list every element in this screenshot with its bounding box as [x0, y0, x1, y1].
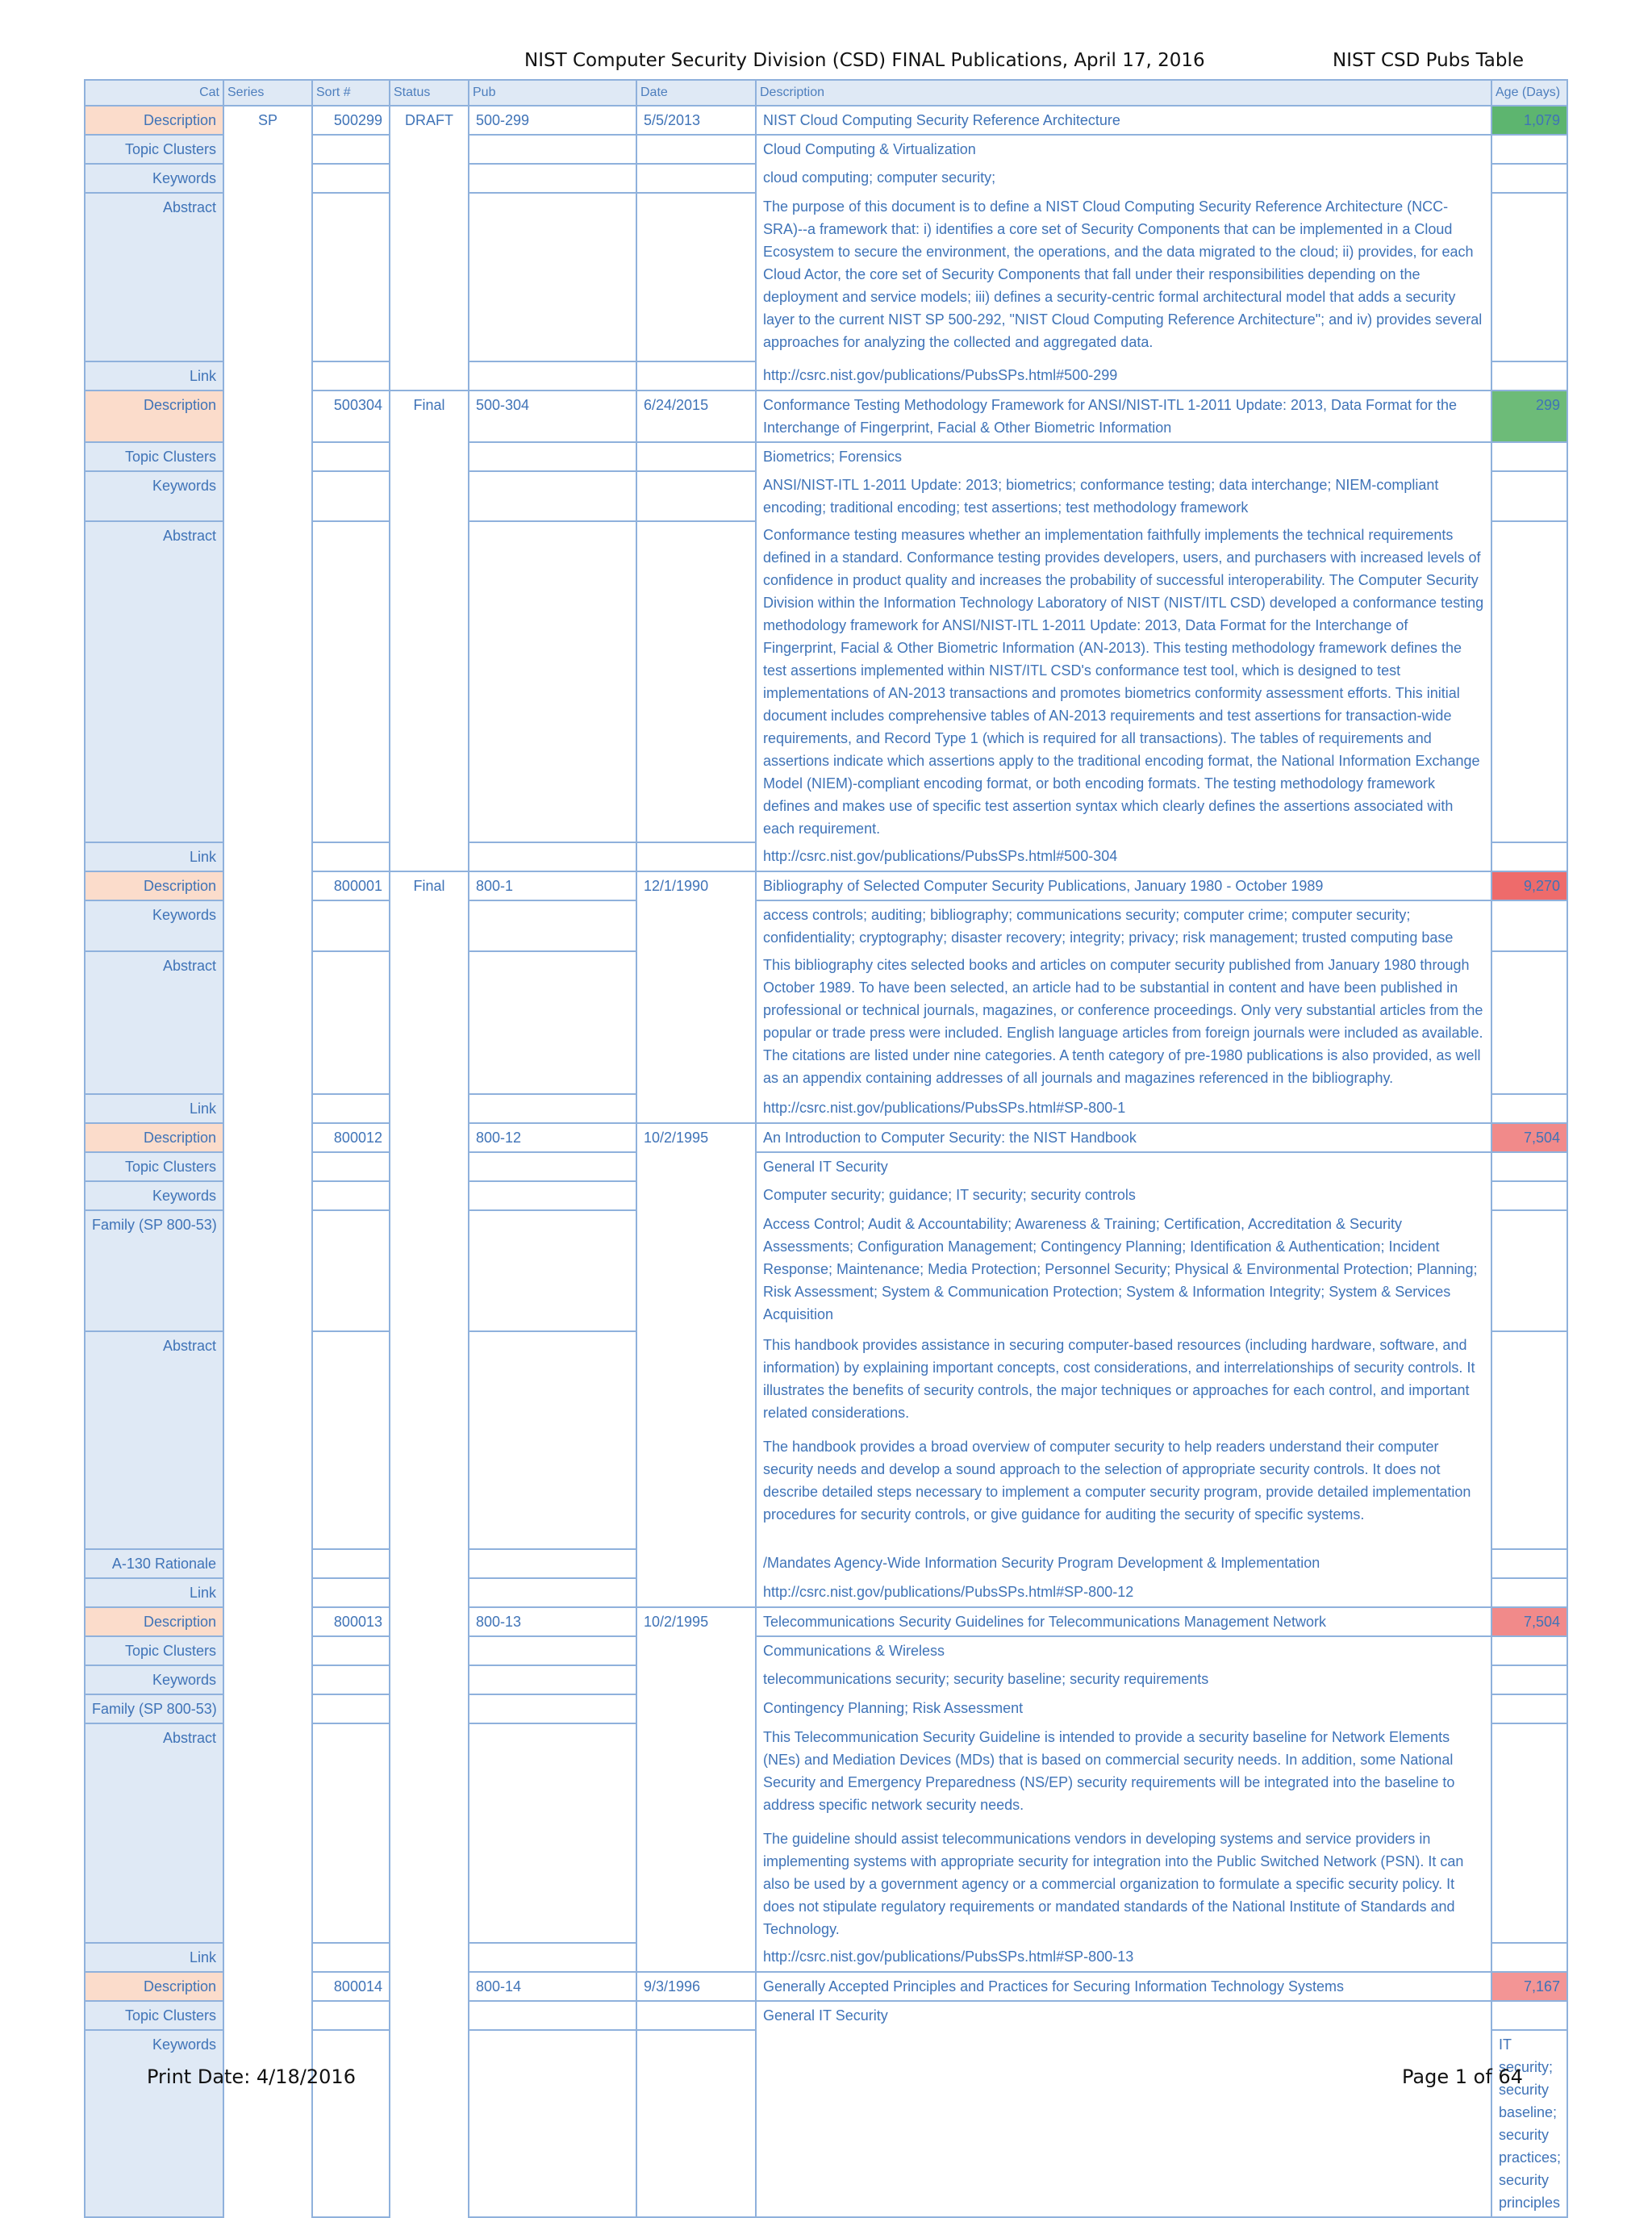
publication-link[interactable]: http://csrc.nist.gov/publications/PubsSPs.html#SP-800-13 [756, 1943, 1491, 1972]
column-header-date[interactable]: Date [636, 80, 756, 106]
abstract-cell: The purpose of this document is to define a NIST Cloud Computing Security Reference Architecture (NCC-SRA)--a framework that: i) identifies a core set of Security Components that can be implemented in a Cloud Ecosystem to secure the environment, the operations, and the data migrated to the cloud; ii) provides, for each Cloud Actor, the core set of Security Components that fall under their responsibilities depending on the deployment and service models; iii) defines a security-centric formal architectural model that adds a security layer to the current NIST SP 500-292, "NIST Cloud Computing Reference Architecture"; and iv) provides several approaches for analyzing the collected and aggregated data. [756, 193, 1491, 361]
cat-label: Abstract [85, 951, 223, 1094]
family-cell: Contingency Planning; Risk Assessment [756, 1694, 1491, 1723]
publications-table [84, 79, 1568, 2218]
column-header-series[interactable]: Series [223, 80, 312, 106]
column-header-age[interactable]: Age (Days) [1491, 80, 1567, 106]
cat-label: Abstract [85, 193, 223, 361]
cat-label: Keywords [85, 164, 223, 193]
sort-number-cell: 800013 [312, 1607, 390, 1636]
sort-number-cell: 800012 [312, 1123, 390, 1152]
abstract-cell [756, 1331, 1491, 1549]
keywords-cell: Computer security; guidance; IT security; security controls [756, 1181, 1491, 1210]
date-cell: 9/3/1996 [636, 1972, 756, 2001]
cat-label: Keywords [85, 900, 223, 951]
cat-label: Abstract [85, 521, 223, 842]
abstract-paragraph: The handbook provides a broad overview of computer security to help readers understand their computer security needs and develop a sound approach to the selection of appropriate security controls. It does not describe detailed steps necessary to implement a computer security program, provide detailed implementation procedures for security controls, or give guidance for auditing the security of specific systems. [763, 1439, 1471, 1523]
description-cell: Bibliography of Selected Computer Security Publications, January 1980 - October 1989 [756, 871, 1491, 900]
date-cell: 5/5/2013 [636, 106, 756, 135]
topic-clusters-cell: General IT Security [756, 1152, 1491, 1181]
page-title: NIST Computer Security Division (CSD) FINAL Publications, April 17, 2016 [524, 50, 1205, 71]
pub-cell: 800-1 [469, 871, 636, 900]
topic-clusters-cell: Communications & Wireless [756, 1636, 1491, 1665]
keywords-cell: access controls; auditing; bibliography; communications security; computer crime; computer security; confidentiality; cryptography; disaster recovery; integrity; privacy; risk management; trusted computing base [756, 900, 1491, 951]
publication-link[interactable]: http://csrc.nist.gov/publications/PubsSPs.html#500-304 [756, 842, 1491, 871]
status-cell: DRAFT [390, 106, 469, 391]
publication-link[interactable]: http://csrc.nist.gov/publications/PubsSPs.html#500-299 [756, 361, 1491, 391]
cat-label: Topic Clusters [85, 2001, 223, 2030]
cat-label: Link [85, 842, 223, 871]
keywords-cell: IT security; security baseline; security practices; security principles [1491, 2030, 1567, 2217]
age-cell: 1,079 [1491, 106, 1567, 135]
keywords-cell: cloud computing; computer security; [756, 164, 1491, 193]
cat-label: Link [85, 1943, 223, 1972]
date-cell: 12/1/1990 [636, 871, 756, 1123]
abstract-paragraph: The guideline should assist telecommunications vendors in developing systems and service providers in implementing systems with appropriate security for integration into the Public Switched Network (PSN). It can also be used by a government agency or a commercial organization to formulate a specific security policy. It does not stipulate regulatory requirements or mandated standards of the National Institute of Standards and Technology. [763, 1831, 1464, 1937]
cat-label: Topic Clusters [85, 135, 223, 164]
column-header-pub[interactable]: Pub [469, 80, 636, 106]
age-cell: 7,167 [1491, 1972, 1567, 2001]
pub-cell: 800-13 [469, 1607, 636, 1636]
date-cell: 10/2/1995 [636, 1123, 756, 1607]
sort-number-cell: 800014 [312, 1972, 390, 2001]
cat-label: Topic Clusters [85, 442, 223, 471]
publication-link[interactable]: http://csrc.nist.gov/publications/PubsSPs.html#SP-800-12 [756, 1578, 1491, 1607]
keywords-cell: telecommunications security; security baseline; security requirements [756, 1665, 1491, 1694]
column-header-description[interactable]: Description [756, 80, 1491, 106]
age-cell: 299 [1491, 391, 1567, 442]
abstract-cell: This bibliography cites selected books and articles on computer security published from January 1980 through October 1989. To have been selected, an article had to be substantial in content and have been published in professional or technical journals, magazines, or conference proceedings. Only very substantial articles from the popular or trade press were included. English language articles from foreign journals were included as available. The citations are listed under nine categories. A tenth category of pre-1980 publications is also provided, as well as an appendix containing addresses of all journals and magazines referenced in the bibliography. [756, 951, 1491, 1094]
table-name: NIST CSD Pubs Table [1333, 50, 1525, 71]
table-row [85, 106, 1567, 135]
date-cell: 6/24/2015 [636, 391, 756, 442]
column-header-status[interactable]: Status [390, 80, 469, 106]
cat-label: Topic Clusters [85, 1152, 223, 1181]
cat-label: Abstract [85, 1331, 223, 1549]
pub-cell: 500-304 [469, 391, 636, 442]
cat-label: Description [85, 391, 223, 442]
column-header-cat[interactable]: Cat [85, 80, 223, 106]
abstract-paragraph: This Telecommunication Security Guideline is intended to provide a security baseline for Network Elements (NEs) and Mediation Devices (MDs) that is based on commercial security needs. In addition, some National Security and Emergency Preparedness (NS/EP) security requirements will be integrated into the baseline to address specific network security needs. [763, 1729, 1455, 1813]
sort-number-cell: 800001 [312, 871, 390, 900]
cat-label: Link [85, 361, 223, 391]
page-number: Page 1 of 64 [1402, 2066, 1523, 2088]
abstract-paragraph: This handbook provides assistance in securing computer-based resources (including hardware, software, and information) by explaining important concepts, cost considerations, and interrelationships of security controls. It illustrates the benefits of security controls, the major techniques or approaches for each control, and important related considerations. [763, 1337, 1475, 1421]
abstract-cell: Conformance testing measures whether an implementation faithfully implements the technical requirements defined in a standard. Conformance testing provides developers, users, and purchasers with increased levels of confidence in product quality and increases the probability of successful interoperability. The Computer Security Division within the Information Technology Laboratory of NIST (NIST/ITL CSD) developed a conformance testing methodology framework for ANSI/NIST-ITL 1-2011 Update: 2013, Data Format for the Interchange of Fingerprint, Facial & Other Biometric Information (AN-2013). This testing methodology framework defines the test assertions implemented within NIST/ITL CSD's conformance test tool, which is designed to test implementations of AN-2013 transactions and promotes biometrics conformity assessment efforts. This initial document includes comprehensive tables of AN-2013 requirements and test assertions for transaction-wide requirements, and Record Type 1 (which is required for all transactions). The tables of requirements and assertions indicate which assertions apply to the traditional encoding format, the National Information Exchange Model (NIEM)-compliant encoding format, or both encoding formats. The testing methodology framework defines and makes use of specific test assertion syntax which clearly defines the assertions associated with each requirement. [756, 521, 1491, 842]
status-cell: Final [390, 871, 469, 2217]
sort-number-cell: 500299 [312, 106, 390, 135]
description-cell: An Introduction to Computer Security: the NIST Handbook [756, 1123, 1491, 1152]
description-cell: Telecommunications Security Guidelines for Telecommunications Management Network [756, 1607, 1491, 1636]
keywords-cell: ANSI/NIST-ITL 1-2011 Update: 2013; biometrics; conformance testing; data interchange; NIEM-compliant encoding; traditional encoding; test assertions; test methodology framework [756, 471, 1491, 521]
series-cell: SP [223, 106, 312, 2217]
topic-clusters-cell: Cloud Computing & Virtualization [756, 135, 1491, 164]
header-row [85, 80, 1567, 106]
cat-label: Keywords [85, 471, 223, 521]
column-header-sort[interactable]: Sort # [312, 80, 390, 106]
print-date: Print Date: 4/18/2016 [147, 2066, 356, 2088]
pub-cell: 800-12 [469, 1123, 636, 1152]
status-cell: Final [390, 391, 469, 871]
cat-label: Link [85, 1578, 223, 1607]
cat-label: Keywords [85, 1181, 223, 1210]
cat-label: Topic Clusters [85, 1636, 223, 1665]
cat-label: Family (SP 800-53) [85, 1694, 223, 1723]
cat-label: Description [85, 1972, 223, 2001]
cat-label: Link [85, 1094, 223, 1123]
age-cell: 7,504 [1491, 1123, 1567, 1152]
pub-cell: 800-14 [469, 1972, 636, 2001]
description-cell: NIST Cloud Computing Security Reference Architecture [756, 106, 1491, 135]
sort-number-cell: 500304 [312, 391, 390, 442]
cat-label: Keywords [85, 1665, 223, 1694]
cat-label: Description [85, 1607, 223, 1636]
abstract-cell [756, 1723, 1491, 1943]
cat-label: Description [85, 1123, 223, 1152]
description-cell: Conformance Testing Methodology Framework for ANSI/NIST-ITL 1-2011 Update: 2013, Data Format for the Interchange of Fingerprint, Facial & Other Biometric Information [756, 391, 1491, 442]
topic-clusters-cell: General IT Security [756, 2001, 1491, 2030]
cat-label: Family (SP 800-53) [85, 1210, 223, 1331]
description-cell: Generally Accepted Principles and Practices for Securing Information Technology Systems [756, 1972, 1491, 2001]
family-cell: Access Control; Audit & Accountability; Awareness & Training; Certification, Accreditation & Security Assessments; Configuration Management; Contingency Planning; Identification & Authentication; Incident Response; Maintenance; Media Protection; Personnel Security; Physical & Environmental Protection; Planning; Risk Assessment; System & Communication Protection; System & Information Integrity; System & Services Acquisition [756, 1210, 1491, 1331]
cat-label: Description [85, 871, 223, 900]
date-cell: 10/2/1995 [636, 1607, 756, 1972]
rationale-cell: /Mandates Agency-Wide Information Security Program Development & Implementation [756, 1549, 1491, 1578]
pub-cell: 500-299 [469, 106, 636, 135]
cat-label: Abstract [85, 1723, 223, 1943]
cat-label: Keywords [85, 2030, 223, 2217]
age-cell: 9,270 [1491, 871, 1567, 900]
cat-label: Description [85, 106, 223, 135]
publication-link[interactable]: http://csrc.nist.gov/publications/PubsSPs.html#SP-800-1 [756, 1094, 1491, 1123]
topic-clusters-cell: Biometrics; Forensics [756, 442, 1491, 471]
cat-label: A-130 Rationale [85, 1549, 223, 1578]
age-cell: 7,504 [1491, 1607, 1567, 1636]
